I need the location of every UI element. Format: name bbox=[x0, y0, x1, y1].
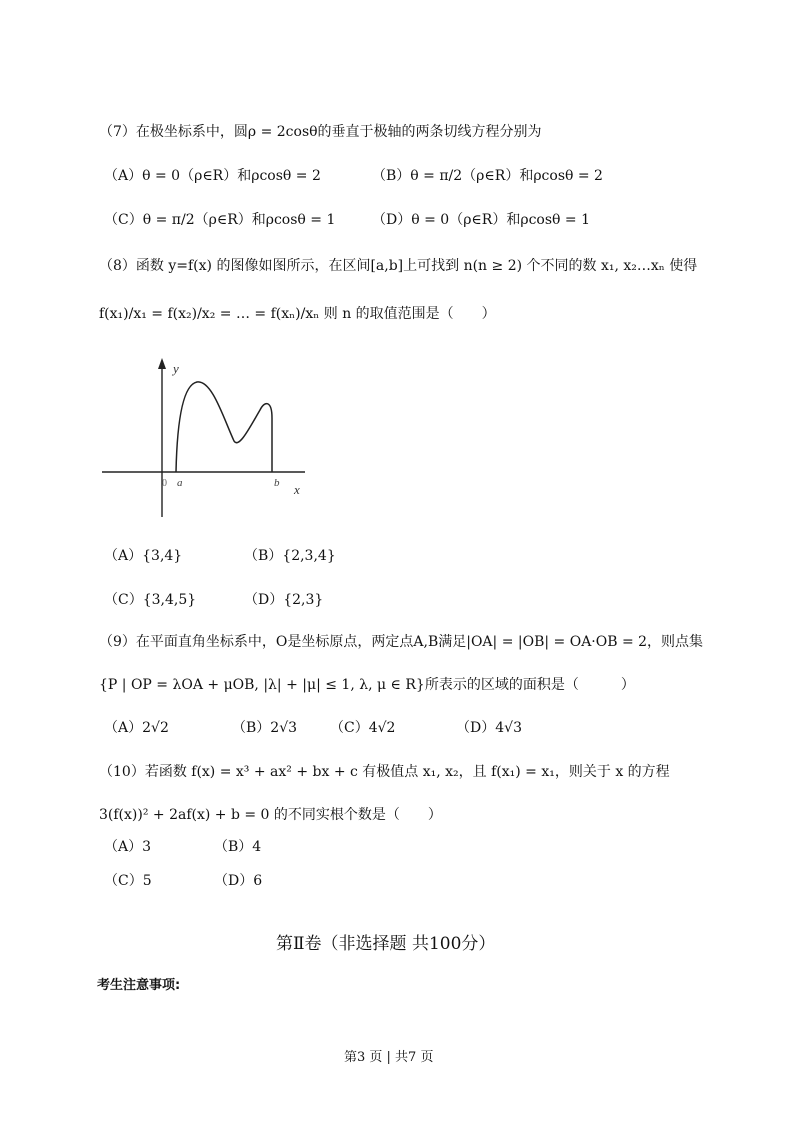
point-b-label: b bbox=[274, 477, 280, 489]
q8-option-a bbox=[104, 546, 182, 566]
page-footer: 第3 页 | 共7 页 bbox=[344, 1050, 434, 1065]
q9-option-d-label: （D） bbox=[456, 720, 496, 736]
q9-option-a-text: 2√2 bbox=[142, 720, 169, 736]
q10-option-a-text: 3 bbox=[142, 839, 152, 855]
q10-option-a-label: （A） bbox=[104, 839, 143, 855]
q7-option-a-label: （A） bbox=[104, 168, 143, 184]
x-axis-label: x bbox=[294, 482, 300, 497]
q10-option-b bbox=[214, 837, 261, 857]
point-a-label: a bbox=[177, 477, 183, 489]
q7-option-d bbox=[372, 210, 590, 230]
q7-option-a bbox=[104, 166, 321, 186]
q8-option-b-label: （B） bbox=[244, 548, 283, 564]
q8-option-d bbox=[244, 590, 323, 610]
q7-option-b-text: θ = π/2（ρ∈R）和ρcosθ = 2 bbox=[410, 168, 603, 184]
q7-option-b bbox=[372, 166, 603, 186]
q10-option-b-text: 4 bbox=[252, 839, 262, 855]
q9-option-b-text: 2√3 bbox=[270, 720, 298, 736]
function-curve bbox=[176, 382, 272, 472]
q10-stem-a: （10）若函数 f(x) = x³ + ax² + bx + c 有极值点 x₁, x₂，且 f(x₁) = x₁，则关于 x 的方程 bbox=[99, 764, 670, 780]
q8-stem-b: f(x₁)/x₁ = f(x₂)/x₂ = … = f(xₙ)/xₙ 则 n 的取值范围是（ ） bbox=[99, 306, 496, 322]
q10-option-a bbox=[104, 837, 151, 857]
q8-option-d-label: （D） bbox=[244, 592, 284, 608]
q8-option-b-text: {2,3,4} bbox=[282, 548, 336, 564]
q9-option-b bbox=[232, 718, 297, 738]
q9-option-a bbox=[104, 718, 169, 738]
q8-option-c bbox=[104, 590, 196, 610]
notice-heading: 考生注意事项: bbox=[97, 978, 181, 993]
q9-option-c-text: 4√2 bbox=[368, 720, 396, 736]
q7-option-c-text: θ = π/2（ρ∈R）和ρcosθ = 1 bbox=[142, 212, 336, 228]
y-axis-arrow-icon bbox=[158, 358, 166, 369]
q7-option-c bbox=[104, 210, 335, 230]
q9-option-b-label: （B） bbox=[232, 720, 271, 736]
q7-option-c-label: （C） bbox=[104, 212, 143, 228]
q9-stem-a: （9）在平面直角坐标系中，O是坐标原点，两定点A,B满足|OA| = |OB| = OA·OB = 2，则点集 bbox=[99, 634, 704, 650]
q8-option-a-text: {3,4} bbox=[142, 548, 183, 564]
q10-option-c-text: 5 bbox=[142, 873, 152, 889]
q8-option-c-text: {3,4,5} bbox=[142, 592, 197, 608]
q10-option-d-text: 6 bbox=[253, 873, 263, 889]
q10-option-d bbox=[214, 871, 262, 891]
q10-option-b-label: （B） bbox=[214, 839, 253, 855]
q9-option-a-label: （A） bbox=[104, 720, 143, 736]
q10-option-c-label: （C） bbox=[104, 873, 143, 889]
q7-option-b-label: （B） bbox=[372, 168, 411, 184]
q8-option-d-text: {2,3} bbox=[283, 592, 324, 608]
q8-stem-a: （8）函数 y=f(x) 的图像如图所示，在区间[a,b]上可找到 n(n ≥ 2) 个不同的数 x₁, x₂…xₙ 使得 bbox=[99, 258, 698, 274]
q10-stem-b: 3(f(x))² + 2af(x) + b = 0 的不同实根个数是（ ） bbox=[99, 807, 442, 823]
q9-option-d-text: 4√3 bbox=[495, 720, 522, 736]
q9-option-d bbox=[456, 718, 522, 738]
q9-option-c bbox=[330, 718, 395, 738]
origin-label: 0 bbox=[162, 478, 167, 489]
q7-stem: （7）在极坐标系中，圆ρ = 2cosθ的垂直于极轴的两条切线方程分别为 bbox=[99, 124, 542, 140]
q7-option-d-label: （D） bbox=[372, 212, 412, 228]
q10-option-d-label: （D） bbox=[214, 873, 254, 889]
q7-option-d-text: θ = 0（ρ∈R）和ρcosθ = 1 bbox=[411, 212, 590, 228]
q8-option-a-label: （A） bbox=[104, 548, 143, 564]
q8-option-c-label: （C） bbox=[104, 592, 143, 608]
y-axis-label: y bbox=[173, 361, 179, 376]
q8-option-b bbox=[244, 546, 336, 566]
q8-function-graph bbox=[100, 355, 320, 525]
q7-option-a-text: θ = 0（ρ∈R）和ρcosθ = 2 bbox=[142, 168, 321, 184]
section-title: 第Ⅱ卷（非选择题 共100分） bbox=[276, 934, 496, 954]
q9-option-c-label: （C） bbox=[330, 720, 369, 736]
q9-stem-b: {P | OP = λOA + μOB, |λ| + |μ| ≤ 1, λ, μ ∈ R}所表示的区域的面积是（ ） bbox=[99, 677, 635, 693]
q10-option-c bbox=[104, 871, 152, 891]
